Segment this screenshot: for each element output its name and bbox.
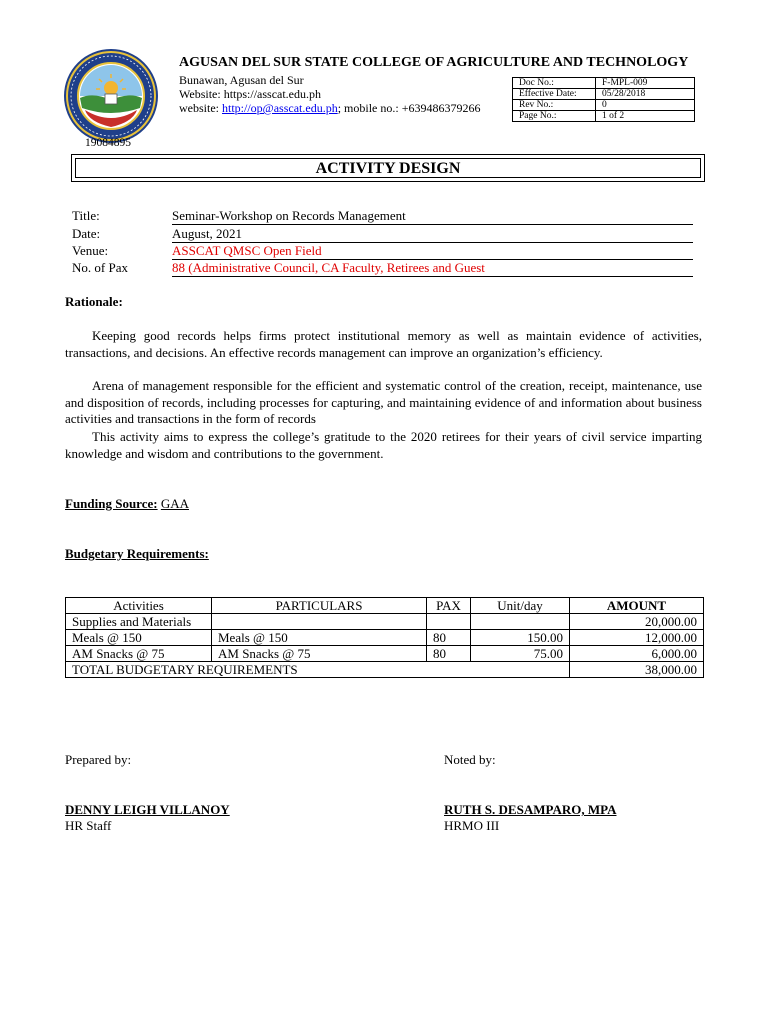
college-seal-logo: [63, 48, 159, 144]
cell-amount: 20,000.00: [570, 614, 704, 630]
budget-header-row: [66, 598, 704, 614]
col-pax: PAX: [427, 598, 471, 614]
doc-row: [513, 78, 695, 89]
budget-table: [65, 597, 704, 678]
doc-value: 1 of 2: [596, 111, 695, 122]
pax-label: No. of Pax: [72, 260, 128, 275]
prepared-by-name: DENNY LEIGH VILLANOY: [65, 802, 230, 817]
noted-by-name: RUTH S. DESAMPARO, MPA: [444, 802, 617, 817]
rationale-paragraph-1: Keeping good records helps firms protect institutional memory as well as maintain evidence of activities, transactions, and decisions. An effective records management can improve an organization’s efficiency.: [65, 328, 702, 360]
budget-total-row: [66, 662, 704, 678]
venue-label: Venue:: [72, 243, 109, 258]
cell-amount: 12,000.00: [570, 630, 704, 646]
doc-key: Page No.:: [513, 111, 596, 122]
cell-unit: 75.00: [471, 646, 570, 662]
noted-by-label: Noted by:: [444, 752, 496, 767]
doc-value: 0: [596, 100, 695, 111]
cell-activity: Supplies and Materials: [66, 614, 212, 630]
rationale-heading: Rationale:: [65, 294, 123, 309]
cell-pax: 80: [427, 646, 471, 662]
doc-row: [513, 89, 695, 100]
cell-pax: 80: [427, 630, 471, 646]
cell-amount: 6,000.00: [570, 646, 704, 662]
doc-value: F-MPL-009: [596, 78, 695, 89]
total-value: 38,000.00: [570, 662, 704, 678]
doc-key: Rev No.:: [513, 100, 596, 111]
prepared-by-label: Prepared by:: [65, 752, 132, 767]
document-title-box: [71, 154, 705, 182]
website-link[interactable]: http://op@asscat.edu.ph: [222, 101, 338, 115]
doc-value: 05/28/2018: [596, 89, 695, 100]
cell-unit: 150.00: [471, 630, 570, 646]
budget-row: [66, 646, 704, 662]
cell-activity: AM Snacks @ 75: [66, 646, 212, 662]
document-control-table: [512, 77, 695, 122]
doc-row: [513, 111, 695, 122]
date-value: August, 2021: [172, 226, 693, 243]
funding-value: GAA: [160, 496, 190, 511]
title-value: Seminar-Workshop on Records Management: [172, 208, 693, 225]
college-address: Bunawan, Agusan del Sur: [179, 73, 304, 87]
seal-id-number: 19084895: [85, 137, 131, 149]
col-amount: AMOUNT: [570, 598, 704, 614]
prepared-by-title: HR Staff: [65, 818, 112, 833]
col-unit: Unit/day: [471, 598, 570, 614]
budget-row: [66, 630, 704, 646]
rationale-paragraph-2: Arena of management responsible for the efficient and systematic control of the creation, receipt, maintenance, use and disposition of records, including processes for capturing, and maintaining evidence of and information about business activities and transactions in the form of records: [65, 378, 702, 427]
document-title: ACTIVITY DESIGN: [75, 158, 701, 178]
cell-pax: [427, 614, 471, 630]
college-contact-line: [179, 101, 480, 116]
funding-label: Funding Source:: [65, 496, 158, 511]
col-activities: Activities: [66, 598, 212, 614]
total-label: TOTAL BUDGETARY REQUIREMENTS: [66, 662, 570, 678]
title-label: Title:: [72, 208, 100, 223]
cell-particulars: Meals @ 150: [212, 630, 427, 646]
venue-value: ASSCAT QMSC Open Field: [172, 243, 693, 260]
doc-key: Doc No.:: [513, 78, 596, 89]
college-website: Website: https://asscat.edu.ph: [179, 87, 322, 101]
mobile-number: ; mobile no.: +639486379266: [337, 101, 481, 115]
rationale-paragraph-3: This activity aims to express the college’s gratitude to the 2020 retirees for their years of civil service imparting knowledge and wisdom and contributions to the government.: [65, 429, 702, 461]
cell-unit: [471, 614, 570, 630]
budget-heading: Budgetary Requirements:: [65, 546, 209, 561]
cell-particulars: AM Snacks @ 75: [212, 646, 427, 662]
funding-source: [65, 496, 189, 512]
date-label: Date:: [72, 226, 101, 241]
doc-row: [513, 100, 695, 111]
budget-row: [66, 614, 704, 630]
cell-particulars: [212, 614, 427, 630]
col-particulars: PARTICULARS: [212, 598, 427, 614]
website-prefix: website:: [179, 101, 222, 115]
college-name: AGUSAN DEL SUR STATE COLLEGE OF AGRICULTURE AND TECHNOLOGY: [179, 55, 689, 70]
cell-activity: Meals @ 150: [66, 630, 212, 646]
doc-key: Effective Date:: [513, 89, 596, 100]
noted-by-title: HRMO III: [444, 818, 500, 833]
pax-value: 88 (Administrative Council, CA Faculty, Retirees and Guest: [172, 260, 693, 277]
